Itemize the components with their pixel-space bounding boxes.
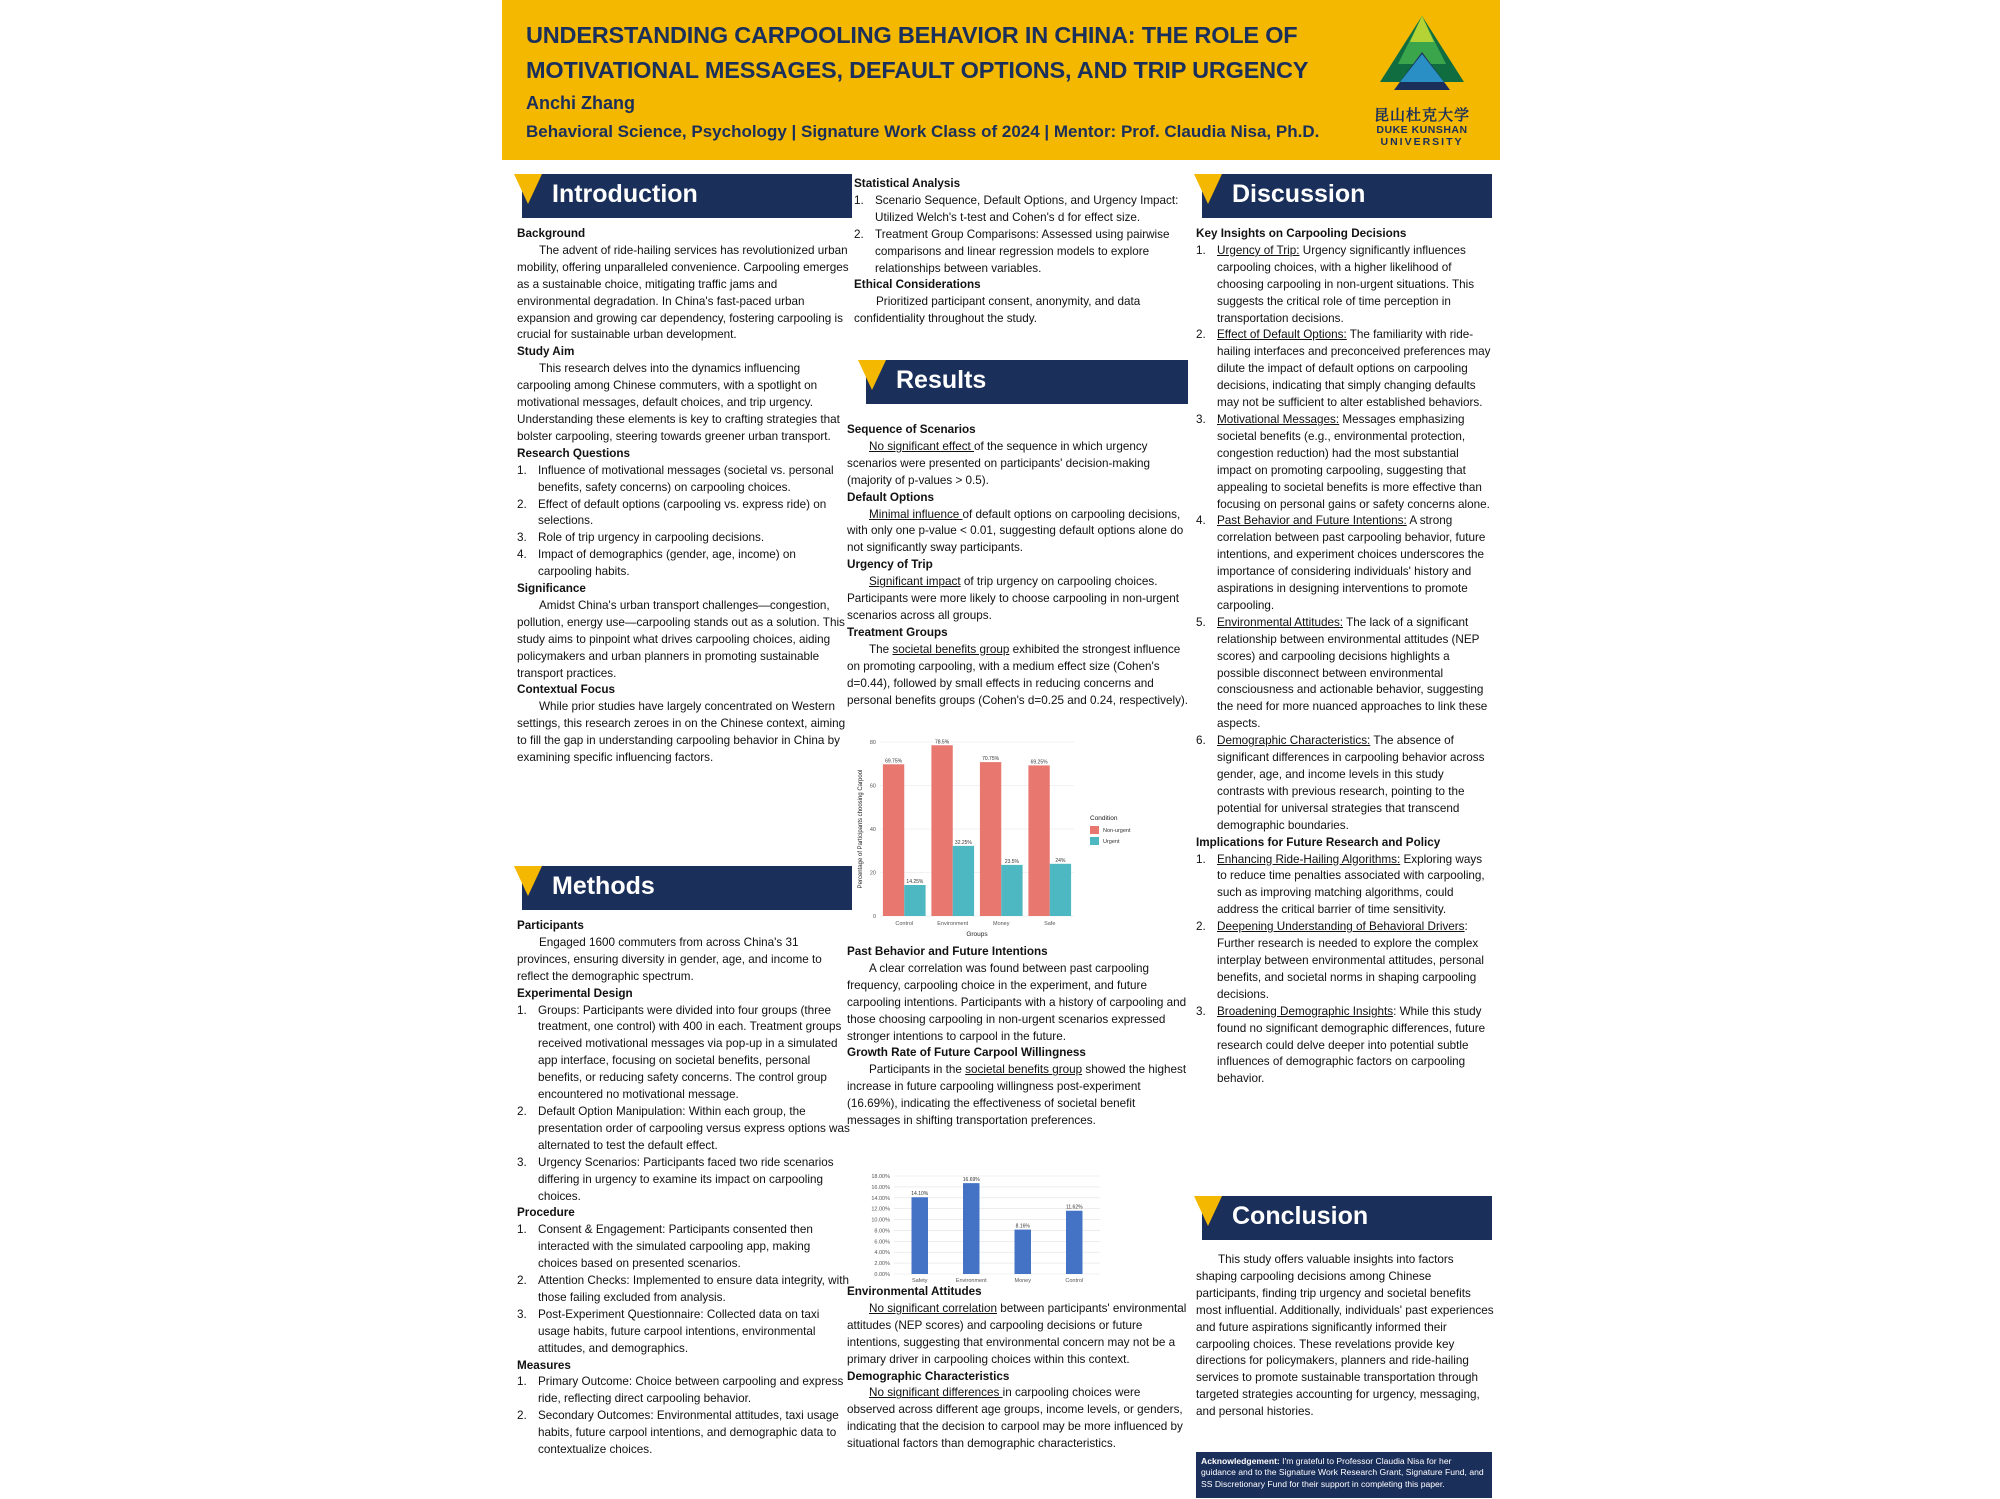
- list-item: 1. Consent & Engagement: Participants consented then interacted with the simulated carpooling app, making choices based on presented scenarios.: [517, 1223, 813, 1271]
- list-item: 5. Environmental Attitudes: The lack of a significant relationship between environmental attitudes (NEP scores) and carpooling decisions highlights a possible disconnect between environmental consciousness and actionable behavior, suggesting the need for more nuanced approaches to link these aspects.: [1196, 615, 1488, 731]
- growth-rate-heading: Growth Rate of Future Carpool Willingness: [847, 1046, 1086, 1060]
- x-tick-label: Money: [992, 921, 1010, 927]
- legend-title: Condition: [1090, 815, 1118, 822]
- environmental-attitudes-text: No significant correlation between participants' environmental attitudes (NEP scores) and carpooling decisions or future intentions, suggesting that environmental concern may not be a primary driver in carpooling choices within this context.: [847, 1301, 1187, 1366]
- research-questions-list: [517, 463, 852, 581]
- past-behavior-text: A clear correlation was found between past carpooling frequency, carpooling choice in the experiment, and future carpooling intentions. Participants with a history of carpooling and those choosing carpooling in non-urgent scenarios expressed stronger intentions to carpool in the future.: [847, 961, 1187, 1043]
- legend-label: Urgent: [1103, 839, 1120, 845]
- x-tick-label: Control: [1065, 1278, 1084, 1284]
- list-item: 3. Post-Experiment Questionnaire: Collected data on taxi usage habits, future carpool intentions, environmental attitudes, and demographics.: [517, 1307, 820, 1355]
- data-label: 78.5%: [934, 739, 950, 746]
- data-label: 70.75%: [982, 756, 1000, 763]
- data-label: 32.25%: [954, 839, 972, 846]
- methods-title: Methods: [552, 872, 655, 900]
- demographic-text: No significant differences in carpooling choices were observed across different age groups, income levels, or genders, indicating that the decision to carpool may be more influenced by situational factors than demographic characteristics.: [847, 1386, 1183, 1451]
- list-item: 3. Motivational Messages: Messages emphasizing societal benefits (e.g., environmental protection, congestion reduction) had the most substantial impact on promoting carpooling, suggesting that appealing to societal benefits is more effective than focusing on personal gains or safety concerns alone.: [1196, 412, 1490, 511]
- list-item: 1. Influence of motivational messages (societal vs. personal benefits, safety concerns) on carpooling choices.: [517, 463, 834, 494]
- x-tick-label: Environment: [937, 921, 969, 927]
- y-tick-label: 18.00%: [871, 1174, 890, 1180]
- background-heading: Background: [517, 227, 586, 240]
- data-label: 23.5%: [1004, 858, 1020, 865]
- acknowledgement-box: [1196, 1452, 1492, 1498]
- data-label: 69.25%: [1030, 759, 1048, 766]
- conclusion-body: [1196, 1252, 1494, 1421]
- data-label: 11.62%: [1065, 1204, 1083, 1211]
- y-tick-label: 2.00%: [874, 1261, 890, 1268]
- significance-heading: Significance: [517, 582, 586, 596]
- poster-title-line-1: UNDERSTANDING CARPOOLING BEHAVIOR IN CHINA: THE ROLE OF: [526, 22, 1298, 48]
- urgency-heading: Urgency of Trip: [847, 558, 933, 572]
- implications-list: [1196, 852, 1494, 1089]
- data-label: 14.10%: [911, 1191, 929, 1198]
- growth-rate-text: Participants in the societal benefits group showed the highest increase in future carpooling willingness post-experiment (16.69%), indicating the effectiveness of societal benefit messages in shifting transportation preferences.: [847, 1063, 1187, 1128]
- results-body-middle: [847, 944, 1191, 1130]
- y-tick-label: 80: [869, 740, 876, 746]
- dku-logo: [1370, 12, 1474, 152]
- x-tick-label: Safe: [1044, 921, 1056, 927]
- ethical-considerations-heading: Ethical Considerations: [854, 278, 981, 292]
- treatment-groups-text: The societal benefits group exhibited the strongest influence on promoting carpooling, with a medium effect size (Cohen's d=0.44), followed by small effects in reducing concerns and personal benefits groups (Cohen's d=0.25 and 0.24, respectively).: [847, 642, 1189, 707]
- list-item: 2. Secondary Outcomes: Environmental attitudes, taxi usage habits, future carpool intentions, and demographic data to contextualize choices.: [517, 1409, 839, 1457]
- sequence-heading: Sequence of Scenarios: [847, 423, 976, 436]
- header-tab-marker: [858, 360, 886, 390]
- y-tick-label: 8.00%: [874, 1228, 890, 1235]
- y-tick-label: 14.00%: [871, 1195, 890, 1202]
- chart-bar: [980, 762, 1001, 916]
- demographic-heading: Demographic Characteristics: [847, 1369, 1010, 1383]
- statistical-analysis-heading: Statistical Analysis: [854, 177, 961, 190]
- introduction-title: Introduction: [552, 180, 698, 208]
- header-tab-marker: [514, 866, 542, 896]
- chart-bar: [963, 1183, 979, 1274]
- list-item: 4. Impact of demographics (gender, age, income) on carpooling habits.: [517, 548, 796, 579]
- list-item: 2. Effect of default options (carpooling vs. express ride) on selections.: [517, 497, 827, 528]
- list-item: 1. Enhancing Ride-Hailing Algorithms: Exploring ways to reduce time penalties associated with carpooling, such as improving matching algorithms, could address the critical barrier of time sensitivity.: [1196, 852, 1485, 917]
- y-tick-label: 20: [869, 870, 876, 877]
- experimental-design-list: [517, 1003, 852, 1206]
- list-item: 1. Groups: Participants were divided into four groups (three treatment, one control) with 400 in each. Treatment groups received motivational messages via pop-up in a simulated app interface, focusing on societal benefits, personal benefits, or reducing safety concerns. The control group encountered no motivational message.: [517, 1003, 842, 1102]
- x-tick-label: Money: [1014, 1278, 1032, 1284]
- author-name: Anchi Zhang: [526, 93, 635, 113]
- list-item: 3. Urgency Scenarios: Participants faced two ride scenarios differing in urgency to examine its impact on carpooling choices.: [517, 1155, 834, 1203]
- list-item: 2. Attention Checks: Implemented to ensure data integrity, with those failing excluded from analysis.: [517, 1274, 849, 1304]
- measures-heading: Measures: [517, 1358, 571, 1372]
- treatment-groups-heading: Treatment Groups: [847, 625, 948, 639]
- y-tick-label: 40: [869, 827, 876, 833]
- y-tick-label: 6.00%: [874, 1239, 890, 1246]
- list-item: 1. Urgency of Trip: Urgency significantly influences carpooling choices, with a higher likelihood of choosing carpooling in non-urgent situations. This suggests the critical role of time perception in transportation decisions.: [1196, 243, 1475, 325]
- past-behavior-heading: Past Behavior and Future Intentions: [847, 945, 1048, 958]
- acknowledgement-text: I'm grateful to Professor Claudia Nisa for her guidance and to the Signature Work Research Grant, Signature Fund, and SS Discretionary Fund for their support in completing this paper.: [1201, 1456, 1484, 1489]
- chart-bar: [1066, 1211, 1082, 1274]
- header-tab-marker: [1194, 1196, 1222, 1226]
- x-tick-label: Safety: [911, 1278, 928, 1284]
- chart-bar: [912, 1197, 928, 1274]
- y-tick-label: 10.00%: [871, 1217, 890, 1224]
- data-label: 8.16%: [1015, 1223, 1030, 1230]
- procedure-heading: Procedure: [517, 1206, 575, 1220]
- list-item: 2. Effect of Default Options: The familiarity with ride-hailing interfaces and preconceived preferences may dilute the impact of default options on carpooling decisions, indicating that simply changing defaults may not be sufficient to alter established behaviors.: [1196, 328, 1491, 410]
- ethical-considerations-text: Prioritized participant consent, anonymity, and data confidentiality throughout the study.: [854, 295, 1141, 326]
- contextual-focus-text: While prior studies have largely concentrated on Western settings, this research zeroes in on the Chinese context, aiming to fill the gap in understanding carpooling behavior in China by examining specific influencing factors.: [517, 700, 846, 765]
- carpool-by-condition-chart: [854, 734, 1154, 940]
- affiliation: Behavioral Science, Psychology | Signature Work Class of 2024 | Mentor: Prof. Claudia Nisa, Ph.D.: [526, 122, 1320, 141]
- y-tick-label: 0.00%: [874, 1272, 890, 1278]
- list-item: 2. Default Option Manipulation: Within each group, the presentation order of carpooling versus express options was alternated to test the default effect.: [517, 1104, 850, 1152]
- list-item: 1. Scenario Sequence, Default Options, and Urgency Impact: Utilized Welch's t-test and Cohen's d for effect size.: [854, 193, 1179, 224]
- chart-bar: [883, 764, 904, 916]
- urgency-text: Significant impact of trip urgency on carpooling choices. Participants were more likely to choose carpooling in non-urgent scenarios across all groups.: [847, 575, 1179, 622]
- statistical-analysis-list: [854, 193, 1189, 278]
- introduction-header: [522, 174, 852, 218]
- y-tick-label: 60: [869, 783, 876, 790]
- poster-title-line-2: MOTIVATIONAL MESSAGES, DEFAULT OPTIONS, AND TRIP URGENCY: [526, 57, 1309, 83]
- data-label: 24%: [1055, 857, 1066, 864]
- title-banner: [502, 0, 1500, 160]
- data-label: 14.25%: [906, 879, 924, 886]
- data-label: 16.69%: [962, 1177, 980, 1184]
- sequence-text: No significant effect of the sequence in which urgency scenarios were presented on participants' decision-making (majority of p-values > 0.5).: [847, 439, 1151, 487]
- research-questions-heading: Research Questions: [517, 446, 631, 460]
- environmental-attitudes-heading: Environmental Attitudes: [847, 1285, 982, 1298]
- procedure-list: [517, 1222, 852, 1357]
- list-item: 3. Role of trip urgency in carpooling decisions.: [517, 531, 765, 545]
- y-tick-label: 16.00%: [871, 1184, 890, 1191]
- introduction-body: [517, 226, 852, 767]
- conclusion-title: Conclusion: [1232, 1202, 1369, 1230]
- future-willingness-growth-chart: [858, 1170, 1108, 1286]
- dku-logo-icon: [1370, 12, 1474, 104]
- header-tab-marker: [514, 174, 542, 204]
- chart-bar: [1050, 864, 1071, 916]
- methods-header: [522, 866, 852, 910]
- discussion-header: [1202, 174, 1492, 218]
- results-body-bottom: [847, 1284, 1191, 1453]
- chart-bar: [1001, 865, 1022, 916]
- results-title: Results: [896, 366, 987, 394]
- chart-bar: [953, 846, 974, 916]
- list-item: 3. Broadening Demographic Insights: While this study found no significant demographic differences, future research could delve deeper into potential subtle influences of demographic factors on carpooling behavior.: [1196, 1004, 1486, 1086]
- experimental-design-heading: Experimental Design: [517, 986, 633, 1000]
- x-tick-label: Environment: [955, 1278, 987, 1284]
- significance-text: Amidst China's urban transport challenges—congestion, pollution, energy use—carpooling stands out as a solution. This study aims to pinpoint what drives carpooling choices, aiding policymakers and urban planners in promoting sustainable transport practices.: [517, 598, 845, 680]
- x-axis-label: Groups: [966, 931, 988, 938]
- participants-text: Engaged 1600 commuters from across China's 31 provinces, ensuring diversity in gender, age, and income to reflect the demographic spectrum.: [517, 935, 822, 983]
- y-tick-label: 4.00%: [874, 1250, 890, 1257]
- header-tab-marker: [1194, 174, 1222, 204]
- legend-swatch: [1090, 826, 1099, 834]
- conclusion-text: This study offers valuable insights into factors shaping carpooling decisions among Chinese participants, finding trip urgency and societal benefits most influential. Additionally, individuals' past experiences and future aspirations significantly informed their carpooling choices. These revelations provide key directions for policymakers, planners and ride-hailing services to promote sustainable transportation through targeted strategies accounting for urgency, messaging, and personal histories.: [1196, 1253, 1494, 1419]
- methods-body: [517, 918, 852, 1459]
- background-text: The advent of ride-hailing services has revolutionized urban mobility, offering unparalleled convenience. Carpooling emerges as a sustainable choice, mitigating traffic jams and environmental degradation. In China's fast-paced urban expansion and growing car dependency, fostering carpooling is crucial for sustainable urban development.: [517, 243, 849, 342]
- y-tick-label: 0: [872, 914, 876, 920]
- poster: [502, 0, 1500, 1499]
- list-item: 6. Demographic Characteristics: The absence of significant differences in carpooling behavior across gender, age, and income levels in this study contrasts with previous research, pointing to the potential for universal strategies that transcend demographic boundaries.: [1196, 734, 1485, 832]
- chart-bar: [1015, 1230, 1031, 1274]
- list-item: 2. Deepening Understanding of Behavioral Drivers: Further research is needed to explore the complex interplay between environmental attitudes, personal benefits, and societal norms in shaping carpooling decisions.: [1196, 920, 1485, 1001]
- discussion-body: [1196, 226, 1494, 1088]
- logo-chinese-name: 昆山杜克大学: [1373, 106, 1470, 124]
- x-tick-label: Control: [895, 921, 914, 927]
- data-label: 69.75%: [885, 758, 903, 765]
- study-aim-text: This research delves into the dynamics influencing carpooling among Chinese commuters, with a spotlight on motivational messages, default choices, and trip urgency. Understanding these elements is key to crafting strategies that bolster carpooling, steering towards greener urban transport.: [517, 362, 840, 443]
- logo-english-name-1: DUKE KUNSHAN: [1376, 124, 1468, 136]
- list-item: 1. Primary Outcome: Choice between carpooling and express ride, reflecting direct carpooling behavior.: [517, 1375, 844, 1406]
- contextual-focus-heading: Contextual Focus: [517, 683, 616, 697]
- measures-list: [517, 1374, 852, 1459]
- legend-swatch: [1090, 837, 1099, 845]
- chart-bar: [931, 745, 952, 916]
- chart-bar: [904, 885, 925, 916]
- key-insights-list: [1196, 243, 1494, 835]
- conclusion-header: [1202, 1196, 1492, 1240]
- participants-heading: Participants: [517, 919, 584, 932]
- default-options-text: Minimal influence of default options on carpooling decisions, with only one p-value < 0.01, suggesting default options alone do not significantly sway participants.: [847, 507, 1184, 555]
- y-tick-label: 12.00%: [871, 1206, 890, 1213]
- list-item: 4. Past Behavior and Future Intentions: A strong correlation between past carpooling behavior, future intentions, and experiment choices underscores the importance of considering individuals' history and aspirations in designing interventions to promote carpooling.: [1196, 514, 1486, 612]
- legend-label: Non-urgent: [1103, 828, 1131, 834]
- study-aim-heading: Study Aim: [517, 345, 575, 359]
- implications-heading: Implications for Future Research and Policy: [1196, 835, 1441, 849]
- y-axis-label: Percentage of Participants choosing Carpool: [858, 769, 864, 889]
- results-body-top: [847, 422, 1191, 709]
- default-options-heading: Default Options: [847, 490, 935, 504]
- list-item: 2. Treatment Group Comparisons: Assessed using pairwise comparisons and linear regression models to explore relationships between variables.: [854, 227, 1170, 275]
- statistics-body: [854, 176, 1189, 328]
- discussion-title: Discussion: [1232, 180, 1366, 208]
- logo-english-name-2: UNIVERSITY: [1380, 136, 1464, 148]
- results-header: [866, 360, 1188, 404]
- chart-bar: [1028, 765, 1049, 916]
- key-insights-heading: Key Insights on Carpooling Decisions: [1196, 227, 1407, 240]
- acknowledgement-label: Acknowledgement:: [1201, 1456, 1280, 1466]
